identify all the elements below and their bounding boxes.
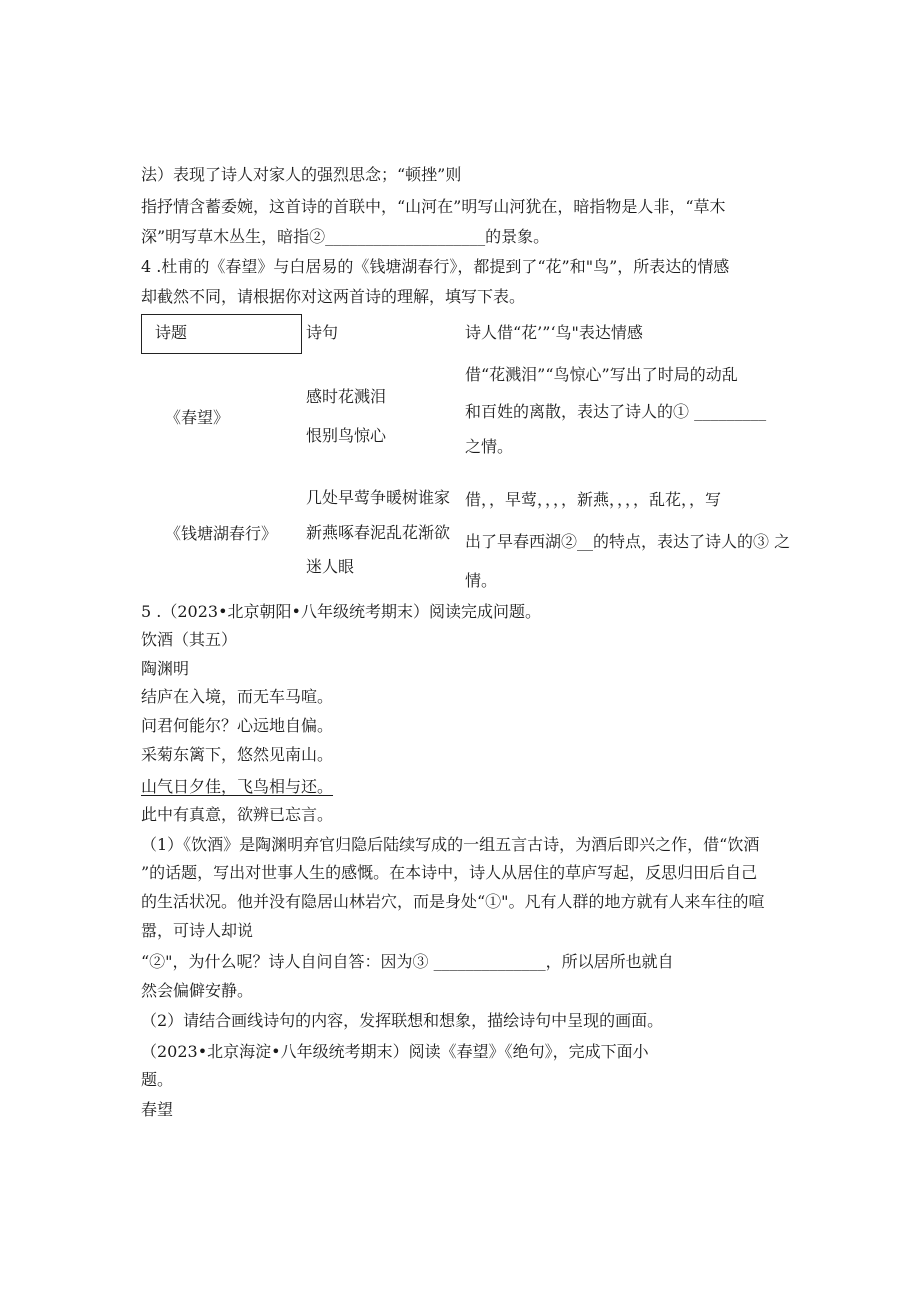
poem-title: 饮酒（其五） (141, 630, 238, 649)
row2-emotion-3: 情。 (465, 571, 498, 590)
row1-verse-1: 感时花溅泪 (306, 387, 387, 406)
row2-title: 《钱塘湖春行》 (165, 524, 278, 543)
table-header-emotion: 诗人借“花’”‘鸟"表达情感 (465, 323, 643, 342)
sub-question-1-line-4: 嚣，可诗人却说 (141, 921, 254, 940)
sub-question-1-line-6: 然会偏僻安静。 (141, 981, 254, 1000)
next-passage-line-1: （2023•北京海淀•八年级统考期末）阅读《春望》《绝句》，完成下面小 (141, 1042, 649, 1061)
sub-question-1-line-5: “②"，为什么呢？诗人自问自答：因为③ ______________，所以居所也就自 (141, 952, 674, 971)
table-header-verse: 诗句 (306, 323, 339, 342)
sub-question-1-line-2: ”的话题，写出对世事人生的感慨。在本诗中，诗人从居住的草庐写起，反思归田后自己 (141, 863, 758, 882)
row2-emotion-2: 出了早春西湖②__的特点，表达了诗人的③ 之 (465, 532, 791, 551)
next-passage-line-2: 题。 (141, 1070, 174, 1089)
row1-emotion-2: 和百姓的离散，表达了诗人的① _________ (465, 402, 767, 421)
intro-line-3: 深”明写草木丛生，暗指②____________________的景象。 (141, 227, 550, 246)
poem-line-3: 采菊东篱下，悠然见南山。 (141, 745, 334, 764)
row1-verse-2: 恨别鸟惊心 (306, 426, 387, 445)
row1-emotion-3: 之情。 (465, 437, 514, 456)
poem-line-2: 问君何能尔？心远地自偏。 (141, 716, 334, 735)
question-5-header: 5 .（2023•北京朝阳•八年级统考期末）阅读完成问题。 (141, 602, 541, 621)
poem-line-1: 结庐在入境，而无车马喧。 (141, 687, 334, 706)
poem-author: 陶渊明 (141, 659, 190, 678)
sub-question-1-line-3: 的生活状况。他并没有隐居山林岩穴，而是身处“①"。凡有人群的地方就有人来车往的喧 (141, 892, 765, 911)
row1-title: 《春望》 (165, 408, 230, 427)
question-4-line-1: 4 .杜甫的《春望》与白居易的《钱塘湖春行》，都提到了“花”和"鸟”，所表达的情感 (141, 257, 730, 276)
intro-line-1: 法）表现了诗人对家人的强烈思念；“顿挫”则 (141, 165, 462, 184)
sub-question-1-line-1: （1）《饮酒》是陶渊明弃官归隐后陆续写成的一组五言古诗，为酒后即兴之作，借“饮酒 (141, 835, 760, 854)
row1-emotion-1: 借“花溅泪”“鸟惊心”写出了时局的动乱 (465, 365, 738, 384)
intro-line-2: 指抒情含蓄委婉，这首诗的首联中，“山河在”明写山河犹在，暗指物是人非，“草木 (141, 197, 726, 216)
table-header-title: 诗题 (155, 323, 188, 342)
next-poem-title: 春望 (141, 1100, 174, 1119)
row2-verse-1: 几处早莺争暖树谁家 (306, 488, 451, 507)
poem-line-4-underlined: 山气日夕佳，飞鸟相与还。 (141, 777, 334, 796)
question-4-line-2: 却截然不同，请根据你对这两首诗的理解，填写下表。 (141, 287, 526, 306)
row2-verse-3: 迷人眼 (306, 557, 355, 576)
row2-emotion-1: 借，，早莺，，，，新燕，，，，乱花，，写 (465, 490, 722, 509)
row2-verse-2: 新燕啄春泥乱花渐欲 (306, 523, 451, 542)
sub-question-2: （2）请结合画线诗句的内容，发挥联想和想象，描绘诗句中呈现的画面。 (141, 1011, 664, 1030)
poem-line-5: 此中有真意，欲辨已忘言。 (141, 805, 334, 824)
